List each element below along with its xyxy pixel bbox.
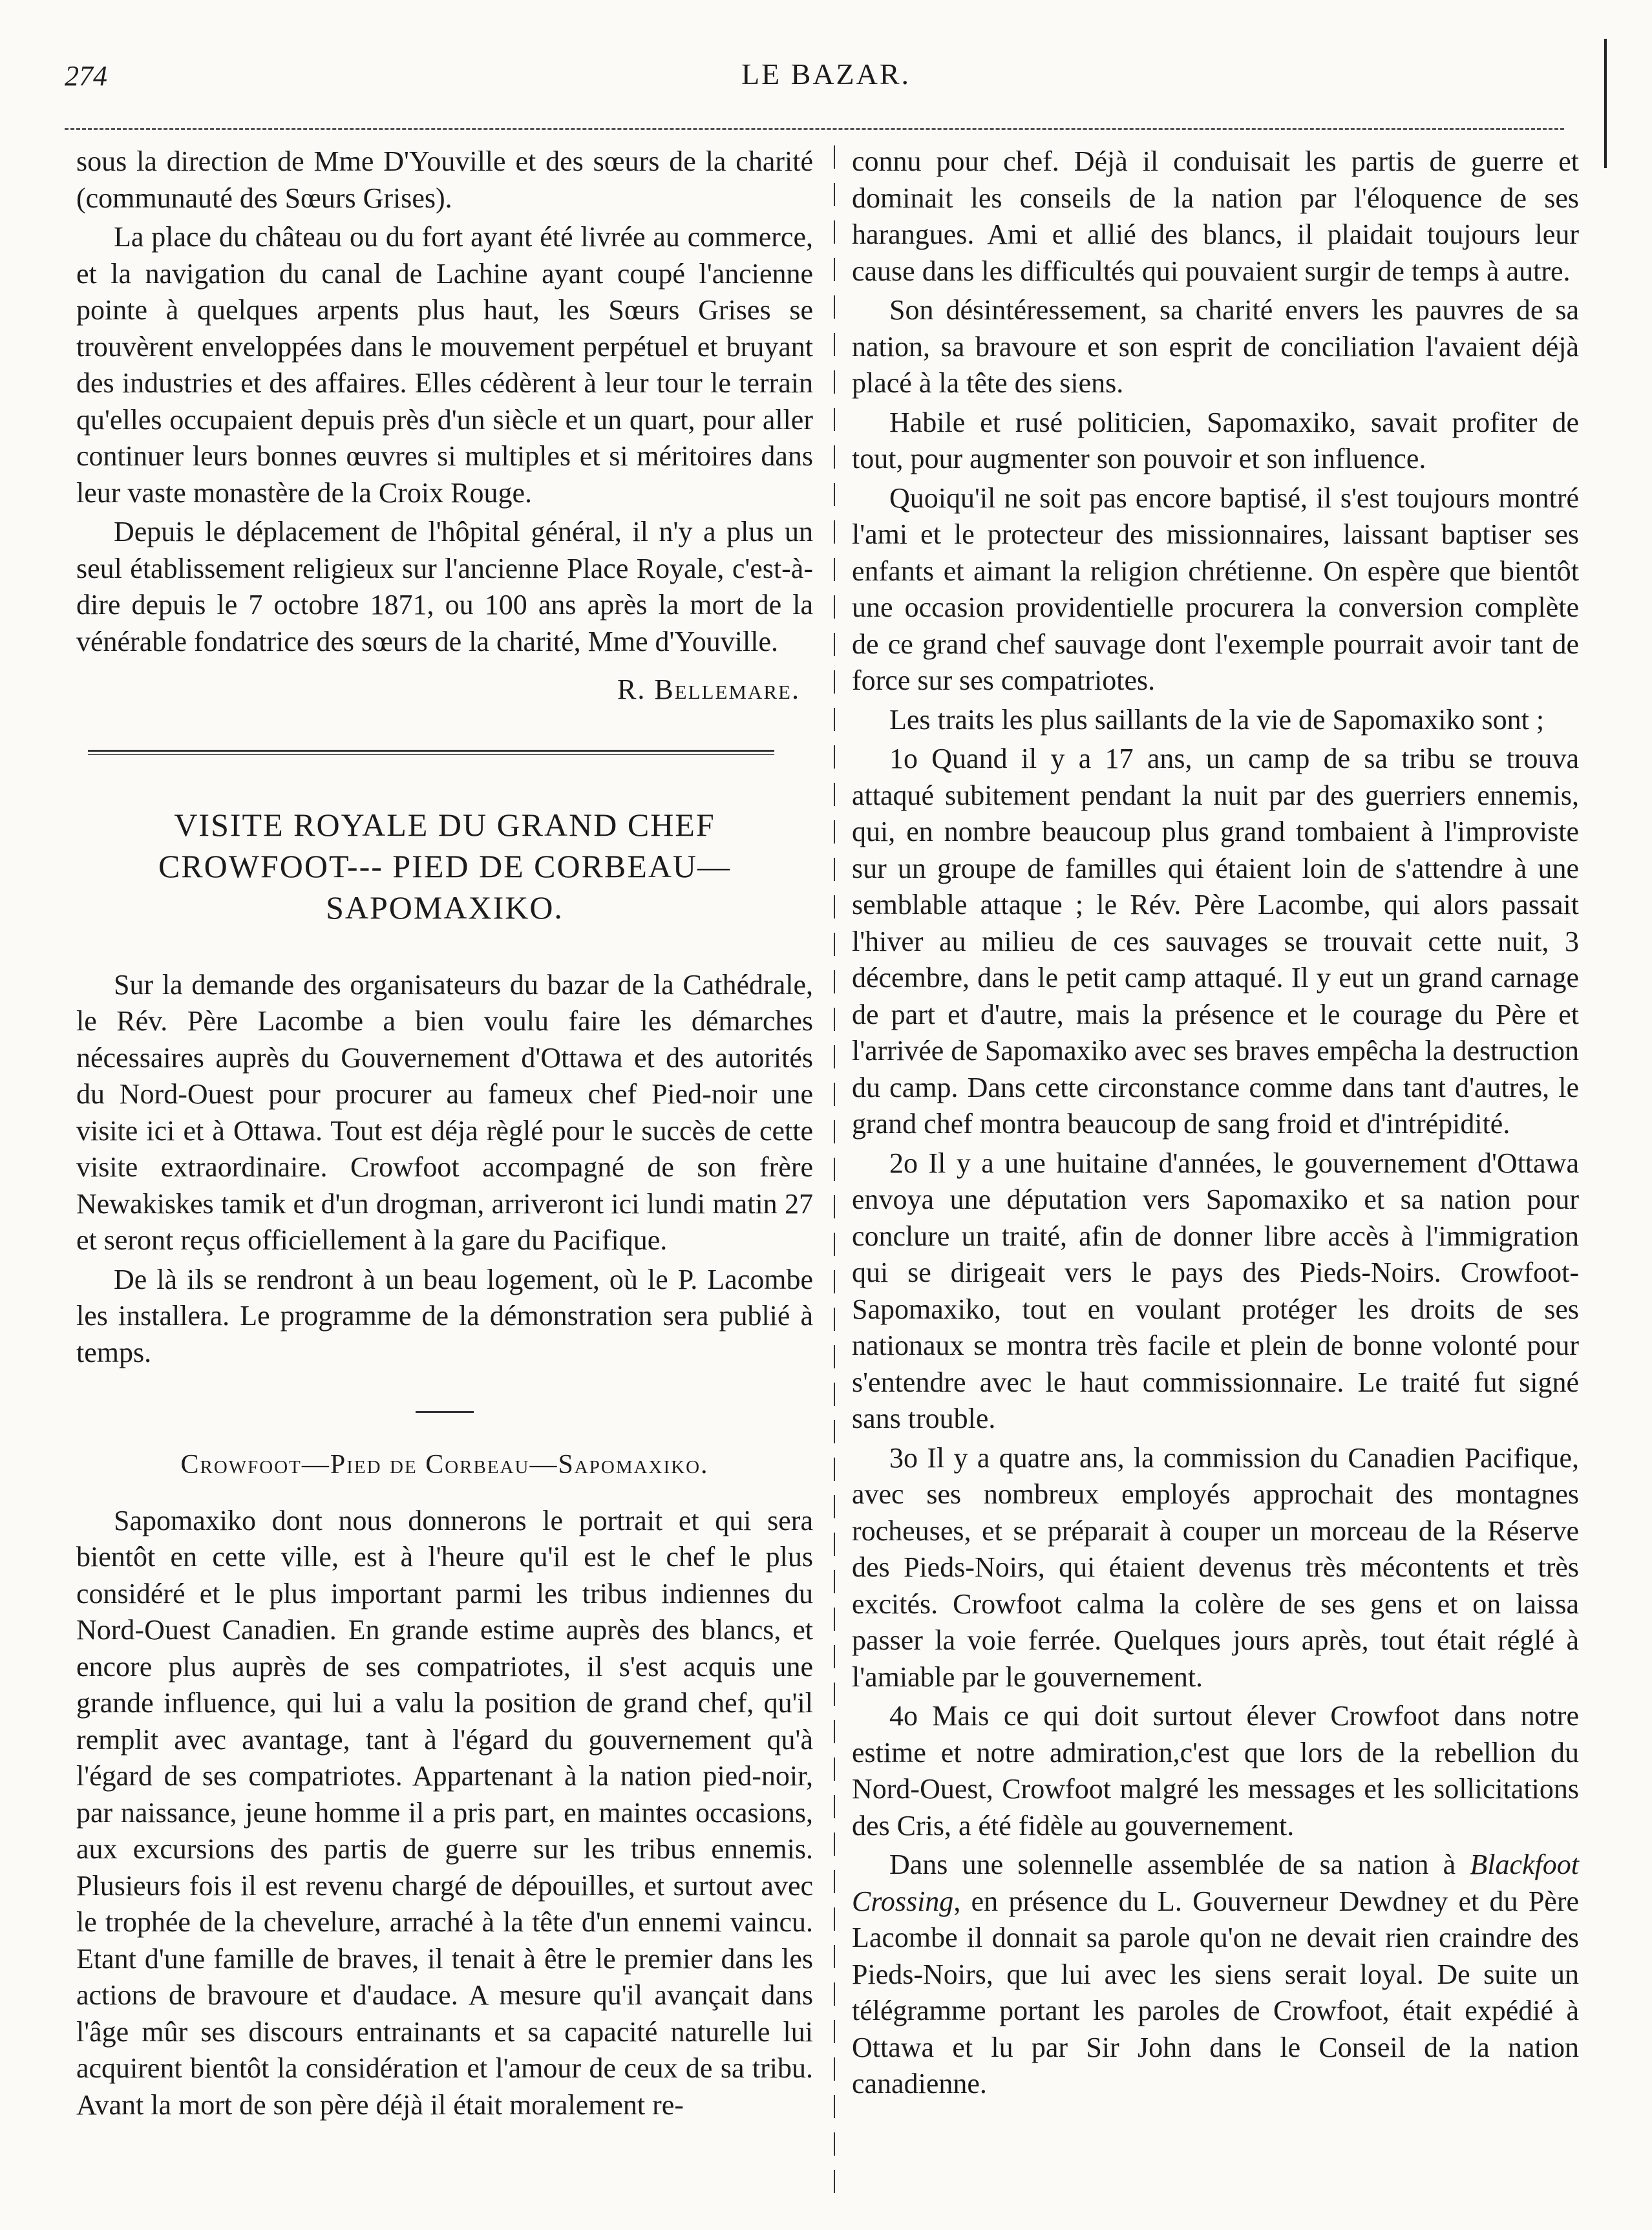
header-rule	[65, 128, 1564, 130]
paragraph: 2o Il y a une huitaine d'années, le gouvernement d'Ottawa envoya une députation vers Sapomaxiko et sa nation pour conclure un traité, afin de donner libre accès à l'immigration qui se dirigeait vers le pays des Pieds-Noirs. Crowfoot-Sapomaxiko, tout en voulant protéger les droits de ses nationaux se montra très facile et plein de bonne volonté pour s'entendre avec le haut commissionnaire. Le traité fut signé sans trouble.	[852, 1147, 1579, 1434]
paragraph: Depuis le déplacement de l'hôpital général, il n'y a plus un seul établissement religieux sur l'ancienne Place Royale, c'est-à-dire depuis le 7 octobre 1871, ou 100 ans après la mort de la vénérable fondatrice des sœurs de la charité, Mme d'Youville.	[76, 516, 813, 657]
column-divider	[834, 145, 835, 2201]
paragraph: 1o Quand il y a 17 ans, un camp de sa tribu se trouva attaqué subitement pendant la nuit par des guerriers ennemis, qui, en nombre beaucoup plus grand tombaient à l'improviste sur un groupe de familles qui étaient loin de s'attendre à une semblable attaque ; le Rév. Père Lacombe, qui alors passait l'hiver au milieu de ces sauvages se trouvait cette nuit, 3 décembre, dans le petit camp attaqué. Il y eut un grand carnage de part et d'autre, mais la présence et le courage du Père et l'arrivée de Sapomaxiko avec ses braves empêcha la destruction du camp. Dans cette circonstance comme dans tant d'autres, le grand chef montra beaucoup de sang froid et d'intrépidité.	[852, 743, 1579, 1140]
paragraph: La place du château ou du fort ayant été livrée au commerce, et la navigation du canal de Lachine ayant coupé l'ancienne pointe à quelques arpents plus haut, les Sœurs Grises se trouvèrent enveloppées dans le mouvement perpétuel et bruyant des industries et des affaires. Elles cédèrent à leur tour le terrain qu'elles occupaient depuis près d'un siècle et un quart, pour aller continuer leurs bonnes œuvres si multiples et si méritoires dans leur vaste monastère de la Croix Rouge.	[76, 221, 813, 509]
place-name: Blackfoot Crossing	[852, 1849, 1579, 1917]
article-title-line2: CROWFOOT--- PIED DE CORBEAU—SAPOMAXIKO.	[158, 847, 732, 926]
short-divider	[416, 1411, 474, 1413]
text-run: Dans une solennelle assemblée de sa nation à	[889, 1849, 1470, 1880]
text-run: , en présence du L. Gouverneur Dewdney et du Père Lacombe il donnait sa parole qu'on ne devait rien craindre des Pieds-Noirs, que lui avec les siens serait loyal. De suite un télégramme portant les paroles de Crowfoot, était expédié à Ottawa et lu par Sir John dans le Conseil de la nation canadienne.	[852, 1885, 1579, 2099]
left-column	[76, 143, 813, 2126]
page-number: 274	[65, 60, 107, 92]
section-heading: Crowfoot—Pied de Corbeau—Sapomaxiko.	[180, 1450, 709, 1480]
paragraph: Son désintéressement, sa charité envers les pauvres de sa nation, sa bravoure et son esprit de conciliation l'avaient déjà placé à la tête des siens.	[852, 294, 1579, 399]
paragraph: sous la direction de Mme D'Youville et des sœurs de la charité (communauté des Sœurs Grises).	[76, 145, 813, 214]
paragraph: connu pour chef. Déjà il conduisait les partis de guerre et dominait les conseils de la nation par l'éloquence de ses harangues. Ami et allié des blancs, il plaidait toujours leur cause dans les difficultés qui pouvaient surgir de temps à autre.	[852, 145, 1579, 287]
running-title: LE BAZAR.	[741, 58, 911, 90]
paragraph: Habile et rusé politicien, Sapomaxiko, savait profiter de tout, pour augmenter son pouvoir et son influence.	[852, 406, 1579, 474]
section-divider	[88, 750, 774, 755]
paragraph: Sur la demande des organisateurs du bazar de la Cathédrale, le Rév. Père Lacombe a bien voulu faire les démarches nécessaires auprès du Gouvernement d'Ottawa et des autorités du Nord-Ouest pour procurer au fameux chef Pied-noir une visite ici et à Ottawa. Tout est déja règlé pour le succès de cette visite extraordinaire. Crowfoot accompagné de son frère Newakiskes tamik et d'un drogman, arriveront ici lundi matin 27 et seront reçus officiellement à la gare du Pacifique.	[76, 968, 813, 1256]
author-signature: R. Bellemare.	[617, 674, 800, 705]
paragraph: Sapomaxiko dont nous donnerons le portrait et qui sera bientôt en cette ville, est à l'heure qu'il est le chef le plus considéré et le plus important parmi les tribus indiennes du Nord-Ouest Canadien. En grande estime auprès des blancs, et encore plus auprès de ses compatriotes, il s'est acquis une grande influence, qui lui a valu la position de grand chef, qu'il remplit avec avantage, tant à l'égard du gouvernement qu'à l'égard de ses compatriotes. Appartenant à la nation pied-noir, par naissance, jeune homme il a pris part, en maintes occasions, aux excursions des partis de guerre sur les tribus ennemis. Plusieurs fois il est revenu chargé de dépouilles, et surtout avec le trophée de la chevelure, arraché à la tête d'un ennemi vaincu. Etant d'une famille de braves, il tenait à être le premier dans les actions de bravoure et d'audace. A mesure qu'il avançait dans l'âge mûr ses discours entrainants et sa capacité naturelle lui acquirent bientôt la considération et l'amour de ceux de sa tribu. Avant la mort de son père déjà il était moralement re-	[76, 1504, 813, 2121]
paragraph: De là ils se rendront à un beau logement, où le P. Lacombe les installera. Le programme de la démonstration sera publié à temps.	[76, 1263, 813, 1368]
paragraph: Les traits les plus saillants de la vie de Sapomaxiko sont ;	[889, 703, 1545, 736]
page-header	[0, 53, 1652, 105]
right-column	[852, 143, 1579, 2105]
page-edge-mark	[1604, 39, 1607, 168]
article-title: VISITE ROYALE DU GRAND CHEF	[174, 806, 715, 843]
paragraph: Quoiqu'il ne soit pas encore baptisé, il s'est toujours montré l'ami et le protecteur des missionnaires, laissant baptiser ses enfants et aimant la religion chrétienne. On espère que bientôt une occasion providentielle procurera la conversion complète de ce grand chef sauvage dont l'exemple pourrait avoir tant de force sur ses compatriotes.	[852, 482, 1579, 696]
paragraph: 4o Mais ce qui doit surtout élever Crowfoot dans notre estime et notre admiration,c'est que lors de la rebellion du Nord-Ouest, Crowfoot malgré les messages et les sollicitations des Cris, a été fidèle au gouvernement.	[852, 1700, 1579, 1842]
paragraph	[852, 1847, 1579, 2103]
paragraph: 3o Il y a quatre ans, la commission du Canadien Pacifique, avec ses nombreux employés approchait des montagnes rocheuses, et se préparait à couper un morceau de la Réserve des Pieds-Noirs, qui étaient devenus très mécontents et très excités. Crowfoot calma la colère de ses gens et on laissa passer la voie ferrée. Quelques jours après, tout était réglé à l'amiable par le gouvernement.	[852, 1441, 1579, 1693]
